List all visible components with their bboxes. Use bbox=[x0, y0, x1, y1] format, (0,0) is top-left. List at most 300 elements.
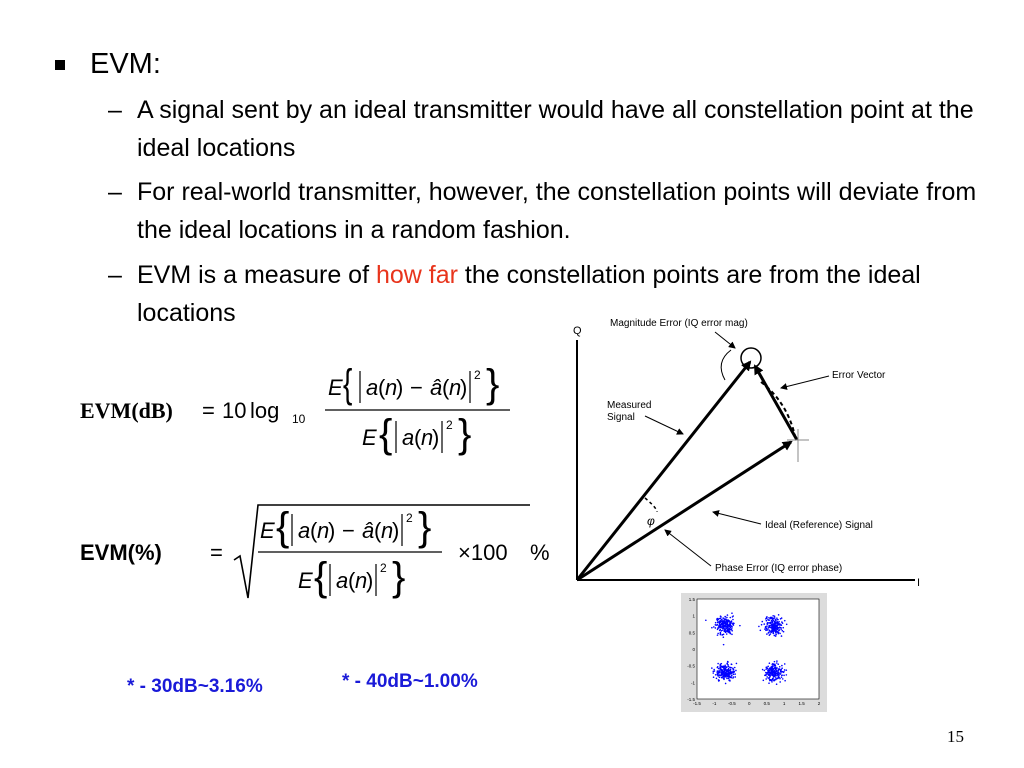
constellation-point bbox=[774, 663, 776, 665]
constellation-point bbox=[775, 668, 777, 670]
constellation-point bbox=[780, 670, 782, 672]
constellation-point bbox=[723, 644, 725, 646]
constellation-point bbox=[779, 624, 781, 626]
constellation-point bbox=[779, 666, 781, 668]
constellation-point bbox=[717, 618, 719, 620]
constellation-point bbox=[720, 667, 722, 669]
y-tick-label: -1 bbox=[690, 680, 695, 686]
constellation-point bbox=[722, 625, 724, 627]
x-tick-label: 1.5 bbox=[798, 701, 805, 706]
constellation-point bbox=[781, 635, 783, 637]
constellation-point bbox=[769, 669, 771, 671]
constellation-point bbox=[725, 632, 727, 634]
constellation-point bbox=[722, 621, 724, 623]
text-post: the constellation points are from the ideal locations bbox=[137, 261, 921, 327]
constellation-point bbox=[729, 617, 731, 619]
measured-label-2: Signal bbox=[607, 412, 635, 423]
bullet-title: EVM: bbox=[90, 48, 161, 80]
svg-text:(: ( bbox=[310, 518, 318, 543]
constellation-point bbox=[779, 629, 781, 631]
plot-area bbox=[697, 599, 819, 699]
constellation-point bbox=[776, 617, 778, 619]
constellation-point bbox=[786, 669, 788, 671]
constellation-point bbox=[770, 679, 772, 681]
constellation-point bbox=[786, 623, 788, 625]
constellation-point bbox=[717, 629, 719, 631]
constellation-point bbox=[766, 620, 768, 622]
constellation-point bbox=[765, 675, 767, 677]
constellation-point bbox=[721, 630, 723, 632]
constellation-point bbox=[769, 631, 771, 633]
constellation-point bbox=[766, 628, 768, 630]
constellation-point bbox=[728, 669, 730, 671]
constellation-point bbox=[769, 630, 771, 632]
constellation-point bbox=[719, 676, 721, 678]
constellation-point bbox=[768, 625, 770, 627]
constellation-point bbox=[768, 671, 770, 673]
constellation-point bbox=[725, 669, 727, 671]
constellation-point bbox=[767, 673, 769, 675]
constellation-point bbox=[729, 679, 731, 681]
formula-db-coef: 10 bbox=[222, 398, 247, 423]
y-tick-label: 0.5 bbox=[688, 630, 695, 636]
svg-text:a: a bbox=[366, 375, 379, 400]
formula-evm-db bbox=[70, 345, 540, 465]
constellation-point bbox=[772, 671, 774, 673]
constellation-point bbox=[729, 628, 731, 630]
constellation-point bbox=[769, 662, 771, 664]
x-tick-label: 2 bbox=[817, 701, 821, 706]
constellation-point bbox=[764, 628, 766, 630]
constellation-point bbox=[774, 624, 776, 626]
svg-text:n: n bbox=[381, 518, 394, 543]
constellation-point bbox=[769, 679, 771, 681]
constellation-point bbox=[761, 621, 763, 623]
constellation-point bbox=[715, 627, 717, 629]
constellation-point bbox=[731, 622, 733, 624]
constellation-point bbox=[733, 623, 735, 625]
constellation-point bbox=[713, 626, 715, 628]
constellation-point bbox=[727, 631, 729, 633]
constellation-point bbox=[771, 674, 773, 676]
x-ticks bbox=[693, 701, 821, 706]
constellation-point bbox=[772, 678, 774, 680]
constellation-point bbox=[772, 679, 774, 681]
constellation-point bbox=[778, 674, 780, 676]
constellation-point bbox=[724, 629, 726, 631]
svg-text:): ) bbox=[396, 375, 404, 400]
constellation-point bbox=[786, 674, 788, 676]
constellation-point bbox=[721, 674, 723, 676]
constellation-point bbox=[732, 616, 734, 618]
dash-icon: – bbox=[108, 261, 122, 289]
svg-text:): ) bbox=[366, 568, 374, 593]
constellation-point bbox=[778, 672, 780, 674]
constellation-point bbox=[727, 676, 729, 678]
dash-icon: – bbox=[108, 178, 122, 206]
constellation-point bbox=[736, 663, 738, 665]
constellation-point bbox=[781, 630, 783, 632]
constellation-point bbox=[734, 673, 736, 675]
formula-pct-mult: ×100 bbox=[458, 540, 508, 565]
svg-text:): ) bbox=[432, 425, 440, 450]
dash-icon: – bbox=[108, 96, 122, 124]
constellation-point bbox=[725, 683, 727, 685]
y-tick-label: -0.5 bbox=[687, 663, 695, 669]
svg-text:2: 2 bbox=[406, 511, 413, 525]
constellation-point bbox=[777, 663, 779, 665]
y-ticks bbox=[687, 597, 695, 702]
formula-db-base: 10 bbox=[292, 412, 306, 426]
square-bullet-icon bbox=[55, 60, 65, 70]
constellation-point bbox=[733, 624, 735, 626]
svg-text:2: 2 bbox=[380, 561, 387, 575]
constellation-point bbox=[775, 635, 777, 637]
error-vector-label: Error Vector bbox=[832, 370, 886, 381]
sub-item-text: A signal sent by an ideal transmitter would have all constellation point at the ideal locations bbox=[137, 96, 974, 162]
constellation-point bbox=[726, 633, 728, 635]
constellation-point bbox=[776, 670, 778, 672]
constellation-point bbox=[726, 663, 728, 665]
constellation-point bbox=[775, 633, 777, 635]
constellation-point bbox=[721, 672, 723, 674]
constellation-point bbox=[717, 670, 719, 672]
phase-error-label: Phase Error (IQ error phase) bbox=[715, 563, 843, 574]
constellation-point bbox=[731, 630, 733, 632]
constellation-point bbox=[776, 662, 778, 664]
svg-text:{: { bbox=[343, 362, 353, 407]
constellation-point bbox=[728, 677, 730, 679]
constellation-point bbox=[726, 617, 728, 619]
constellation-point bbox=[729, 625, 731, 627]
measured-point-circle bbox=[741, 348, 761, 368]
constellation-point bbox=[733, 671, 735, 673]
constellation-point bbox=[784, 680, 786, 682]
constellation-point bbox=[784, 669, 786, 671]
constellation-point bbox=[730, 677, 732, 679]
svg-text:(: ( bbox=[378, 375, 386, 400]
constellation-point bbox=[771, 667, 773, 669]
formula-pct-lhs: EVM(%) bbox=[80, 540, 162, 565]
note-30db: * - 30dB~3.16% bbox=[127, 676, 263, 697]
constellation-point bbox=[780, 672, 782, 674]
svg-text:(: ( bbox=[348, 568, 356, 593]
constellation-point bbox=[731, 612, 733, 614]
constellation-point bbox=[711, 627, 713, 629]
constellation-point bbox=[716, 624, 718, 626]
measured-label-1: Measured bbox=[607, 400, 652, 411]
constellation-point bbox=[780, 627, 782, 629]
constellation-point bbox=[776, 628, 778, 630]
constellation-point bbox=[770, 673, 772, 675]
constellation-point bbox=[764, 670, 766, 672]
q-axis-label: Q bbox=[573, 325, 582, 337]
constellation-point bbox=[776, 621, 778, 623]
constellation-point bbox=[779, 633, 781, 635]
constellation-point bbox=[739, 625, 741, 627]
highlight-how-far: how far bbox=[375, 261, 458, 289]
constellation-point bbox=[766, 616, 768, 618]
constellation-point bbox=[779, 668, 781, 670]
constellation-point bbox=[731, 620, 733, 622]
constellation-point bbox=[731, 672, 733, 674]
formula-db-lhs: EVM(dB) bbox=[80, 398, 173, 423]
constellation-point bbox=[772, 631, 774, 633]
constellation-point bbox=[721, 618, 723, 620]
constellation-point bbox=[734, 667, 736, 669]
constellation-point bbox=[717, 673, 719, 675]
constellation-point bbox=[716, 678, 718, 680]
y-tick-label: 0 bbox=[692, 647, 695, 652]
constellation-point bbox=[772, 622, 774, 624]
constellation-point bbox=[758, 626, 760, 628]
constellation-point bbox=[715, 674, 717, 676]
constellation-point bbox=[727, 626, 729, 628]
constellation-point bbox=[726, 621, 728, 623]
constellation-point bbox=[730, 669, 732, 671]
x-tick-label: -1.5 bbox=[693, 701, 701, 706]
constellation-point bbox=[717, 663, 719, 665]
formula-evm-pct bbox=[70, 490, 570, 610]
svg-text:n: n bbox=[317, 518, 330, 543]
constellation-point bbox=[771, 668, 773, 670]
magnitude-bracket bbox=[721, 350, 731, 380]
constellation-point bbox=[773, 665, 775, 667]
constellation-point bbox=[777, 674, 779, 676]
phase-arc bbox=[645, 498, 657, 512]
constellation-point bbox=[765, 618, 767, 620]
constellation-point bbox=[726, 678, 728, 680]
constellation-point bbox=[721, 663, 723, 665]
svg-text:n: n bbox=[421, 425, 434, 450]
constellation-point bbox=[722, 670, 724, 672]
constellation-point bbox=[723, 622, 725, 624]
constellation-point bbox=[768, 617, 770, 619]
constellation-point bbox=[717, 675, 719, 677]
constellation-point bbox=[774, 661, 776, 663]
svg-text:a: a bbox=[336, 568, 349, 593]
constellation-point bbox=[780, 618, 782, 620]
sub-item-text: For real-world transmitter, however, the constellation points will deviate from the ideal locations in a random fashion. bbox=[137, 178, 977, 244]
constellation-point bbox=[726, 667, 728, 669]
constellation-point bbox=[781, 665, 783, 667]
constellation-point bbox=[721, 624, 723, 626]
constellation-point bbox=[723, 636, 725, 638]
x-tick-label: 1 bbox=[782, 701, 786, 706]
constellation-point bbox=[726, 624, 728, 626]
constellation-point bbox=[779, 681, 781, 683]
svg-text:): ) bbox=[460, 375, 468, 400]
constellation-point bbox=[717, 634, 719, 636]
constellation-point bbox=[772, 626, 774, 628]
constellation-point bbox=[766, 676, 768, 678]
constellation-point bbox=[771, 664, 773, 666]
constellation-point bbox=[728, 668, 730, 670]
constellation-point bbox=[778, 624, 780, 626]
svg-text:E: E bbox=[260, 518, 275, 543]
constellation-point bbox=[717, 633, 719, 635]
constellation-point bbox=[770, 623, 772, 625]
svg-text:2: 2 bbox=[446, 418, 453, 432]
constellation-point bbox=[717, 666, 719, 668]
magnitude-error-label: Magnitude Error (IQ error mag) bbox=[610, 318, 748, 329]
svg-text:a: a bbox=[402, 425, 415, 450]
constellation-point bbox=[780, 669, 782, 671]
svg-text:}: } bbox=[458, 412, 472, 456]
svg-text:}: } bbox=[418, 505, 432, 549]
constellation-point bbox=[770, 627, 772, 629]
constellation-point bbox=[775, 623, 777, 625]
x-tick-label: -1 bbox=[712, 701, 717, 706]
ideal-signal-vector bbox=[577, 442, 791, 580]
constellation-point bbox=[772, 632, 774, 634]
constellation-point bbox=[774, 615, 776, 617]
svg-text:â: â bbox=[362, 518, 375, 543]
constellation-point bbox=[766, 633, 768, 635]
constellation-point bbox=[761, 624, 763, 626]
constellation-point bbox=[713, 676, 715, 678]
svg-text:a: a bbox=[298, 518, 311, 543]
formula-db-denominator bbox=[362, 412, 471, 456]
constellation-point bbox=[782, 622, 784, 624]
constellation-point bbox=[774, 626, 776, 628]
sub-item-1 bbox=[108, 91, 998, 171]
constellation-point bbox=[765, 672, 767, 674]
constellation-point bbox=[763, 623, 765, 625]
constellation-point bbox=[715, 622, 717, 624]
svg-text:{: { bbox=[314, 555, 328, 599]
constellation-point bbox=[729, 672, 731, 674]
constellation-point bbox=[723, 620, 725, 622]
svg-text:E: E bbox=[362, 425, 377, 450]
constellation-point bbox=[784, 663, 786, 665]
formula-pct-eq: = bbox=[210, 540, 223, 565]
constellation-point bbox=[722, 617, 724, 619]
constellation-point bbox=[780, 628, 782, 630]
constellation-point bbox=[778, 627, 780, 629]
x-tick-label: 0.5 bbox=[763, 701, 770, 706]
measured-signal-vector bbox=[577, 362, 750, 580]
constellation-point bbox=[714, 670, 716, 672]
constellation-point bbox=[731, 664, 733, 666]
constellation-point bbox=[771, 623, 773, 625]
constellation-point bbox=[734, 676, 736, 678]
phi-label: φ bbox=[647, 514, 655, 528]
constellation-point bbox=[719, 629, 721, 631]
constellation-point bbox=[782, 678, 784, 680]
constellation-point bbox=[720, 615, 722, 617]
y-tick-label: 1 bbox=[692, 613, 695, 619]
constellation-point bbox=[727, 628, 729, 630]
svg-text:E: E bbox=[298, 568, 313, 593]
constellation-point bbox=[774, 679, 776, 681]
constellation-point bbox=[783, 631, 785, 633]
constellation-plot-frame bbox=[681, 593, 827, 712]
constellation-point bbox=[719, 627, 721, 629]
constellation-point bbox=[722, 634, 724, 636]
svg-text:}: } bbox=[392, 555, 406, 599]
constellation-point bbox=[730, 667, 732, 669]
svg-text:â: â bbox=[430, 375, 443, 400]
constellation-point bbox=[725, 675, 727, 677]
constellation-point bbox=[720, 618, 722, 620]
constellation-point bbox=[727, 619, 729, 621]
text-pre: EVM is a measure of bbox=[137, 261, 376, 289]
constellation-point bbox=[774, 673, 776, 675]
svg-text:(: ( bbox=[442, 375, 450, 400]
constellation-point bbox=[765, 666, 767, 668]
formula-db-numerator bbox=[328, 362, 499, 406]
constellation-point bbox=[777, 619, 779, 621]
constellation-point bbox=[724, 616, 726, 618]
constellation-point bbox=[725, 673, 727, 675]
constellation-point bbox=[784, 620, 786, 622]
page-number: 15 bbox=[947, 727, 964, 746]
y-tick-label: -1.5 bbox=[687, 697, 695, 702]
formula-db-eq: = bbox=[202, 398, 215, 423]
constellation-point bbox=[760, 630, 762, 632]
constellation-point bbox=[772, 615, 774, 617]
constellation-point bbox=[769, 668, 771, 670]
constellation-point bbox=[768, 632, 770, 634]
constellation-point bbox=[781, 676, 783, 678]
formula-pct-denominator bbox=[298, 555, 405, 599]
sub-item-2 bbox=[108, 173, 998, 253]
constellation-point bbox=[724, 626, 726, 628]
constellation-point bbox=[722, 667, 724, 669]
constellation-point bbox=[769, 634, 771, 636]
constellation-point bbox=[781, 675, 783, 677]
constellation-point bbox=[721, 677, 723, 679]
constellation-point bbox=[769, 676, 771, 678]
svg-text:E: E bbox=[328, 375, 343, 400]
constellation-point bbox=[728, 624, 730, 626]
constellation-point bbox=[719, 669, 721, 671]
svg-text:{: { bbox=[276, 505, 290, 549]
constellation-point bbox=[775, 677, 777, 679]
svg-text:−: − bbox=[410, 375, 423, 400]
constellation-point bbox=[765, 678, 767, 680]
constellation-point bbox=[779, 678, 781, 680]
constellation-point bbox=[720, 634, 722, 636]
constellation-point bbox=[723, 673, 725, 675]
formula-pct-sign: % bbox=[530, 540, 550, 565]
constellation-point bbox=[732, 619, 734, 621]
constellation-point bbox=[715, 624, 717, 626]
constellation-point bbox=[775, 631, 777, 633]
constellation-point bbox=[778, 676, 780, 678]
constellation-point bbox=[774, 669, 776, 671]
svg-text:n: n bbox=[385, 375, 398, 400]
svg-text:{: { bbox=[379, 412, 393, 456]
constellation-point bbox=[735, 670, 737, 672]
constellation-point bbox=[762, 669, 764, 671]
constellation-point bbox=[717, 621, 719, 623]
constellation-point bbox=[705, 619, 707, 621]
constellation-point bbox=[767, 622, 769, 624]
constellation-point bbox=[765, 626, 767, 628]
constellation-point bbox=[716, 671, 718, 673]
note-40db: * - 40dB~1.00% bbox=[342, 671, 478, 692]
constellation-point bbox=[729, 621, 731, 623]
x-tick-label: 0 bbox=[748, 701, 751, 706]
constellation-point bbox=[782, 627, 784, 629]
constellation-point bbox=[731, 634, 733, 636]
constellation-point bbox=[773, 674, 775, 676]
error-vector-diagram bbox=[565, 312, 930, 592]
constellation-point bbox=[731, 675, 733, 677]
constellation-point bbox=[732, 668, 734, 670]
